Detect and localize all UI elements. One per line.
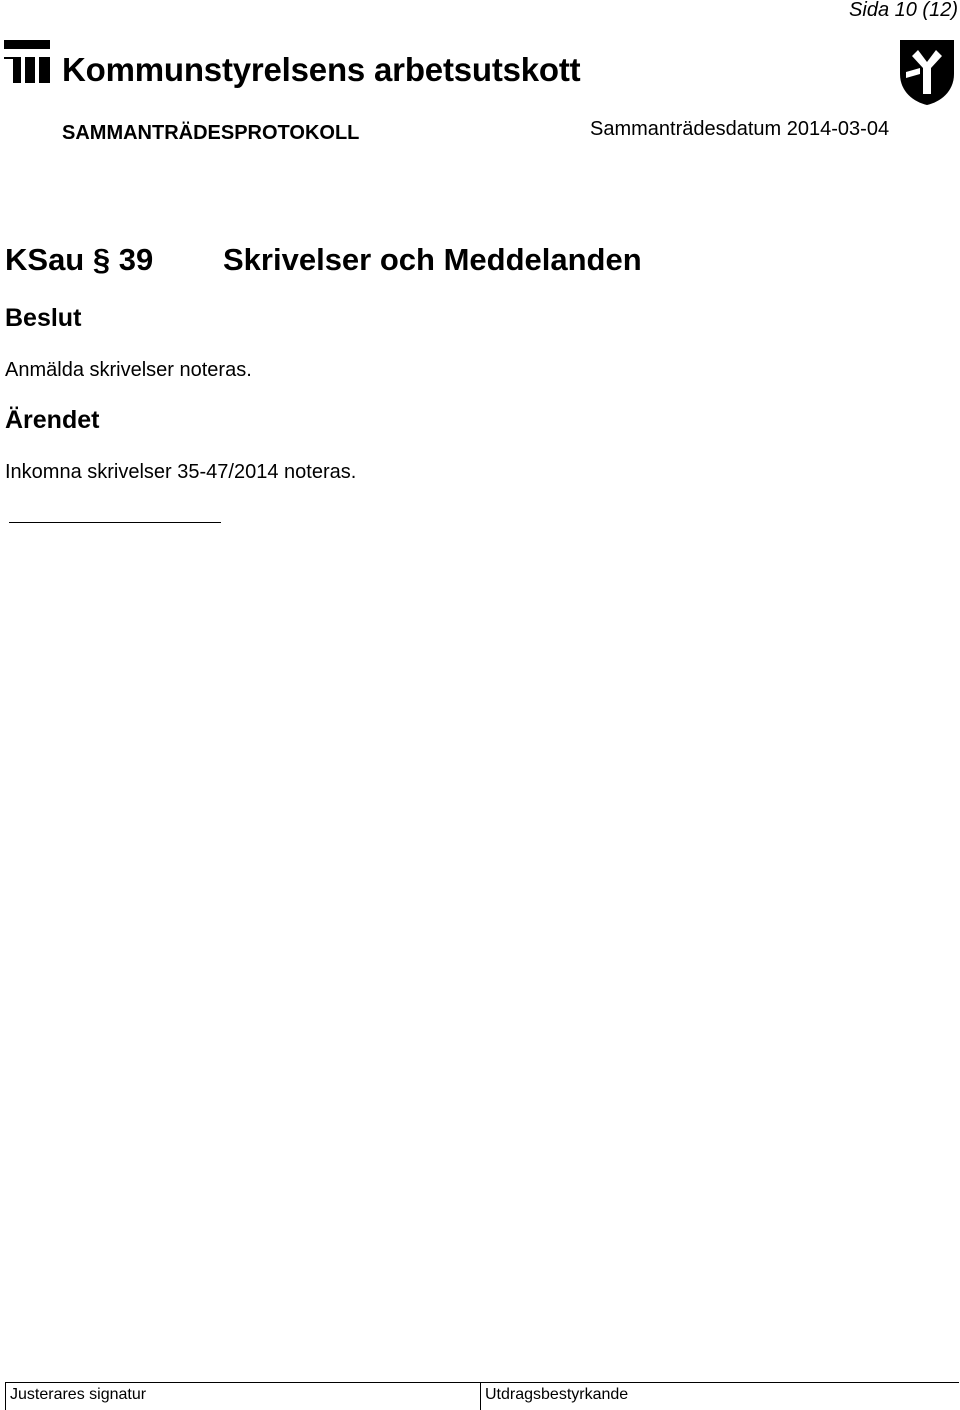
page-number: Sida 10 (12) [849, 0, 958, 21]
committee-title: Kommunstyrelsens arbetsutskott [62, 51, 581, 88]
signature-cell: Justerares signatur [5, 1383, 480, 1410]
section-end-rule [9, 522, 221, 523]
coat-of-arms-icon [898, 38, 956, 106]
signature-footer [5, 1382, 959, 1410]
decision-heading: Beslut [5, 304, 82, 332]
matter-text: Inkomna skrivelser 35-47/2014 noteras. [5, 461, 357, 483]
section-title: Skrivelser och Meddelanden [223, 242, 642, 277]
meeting-date: Sammanträdesdatum 2014-03-04 [590, 118, 890, 140]
decision-text: Anmälda skrivelser noteras. [5, 359, 252, 381]
paragraph-id: KSau § 39 [5, 242, 154, 277]
municipality-logo-icon [4, 40, 50, 83]
matter-heading: Ärendet [5, 406, 100, 434]
protocol-label: SAMMANTRÄDESPROTOKOLL [62, 122, 360, 144]
extract-cell: Utdragsbestyrkande [480, 1383, 959, 1410]
